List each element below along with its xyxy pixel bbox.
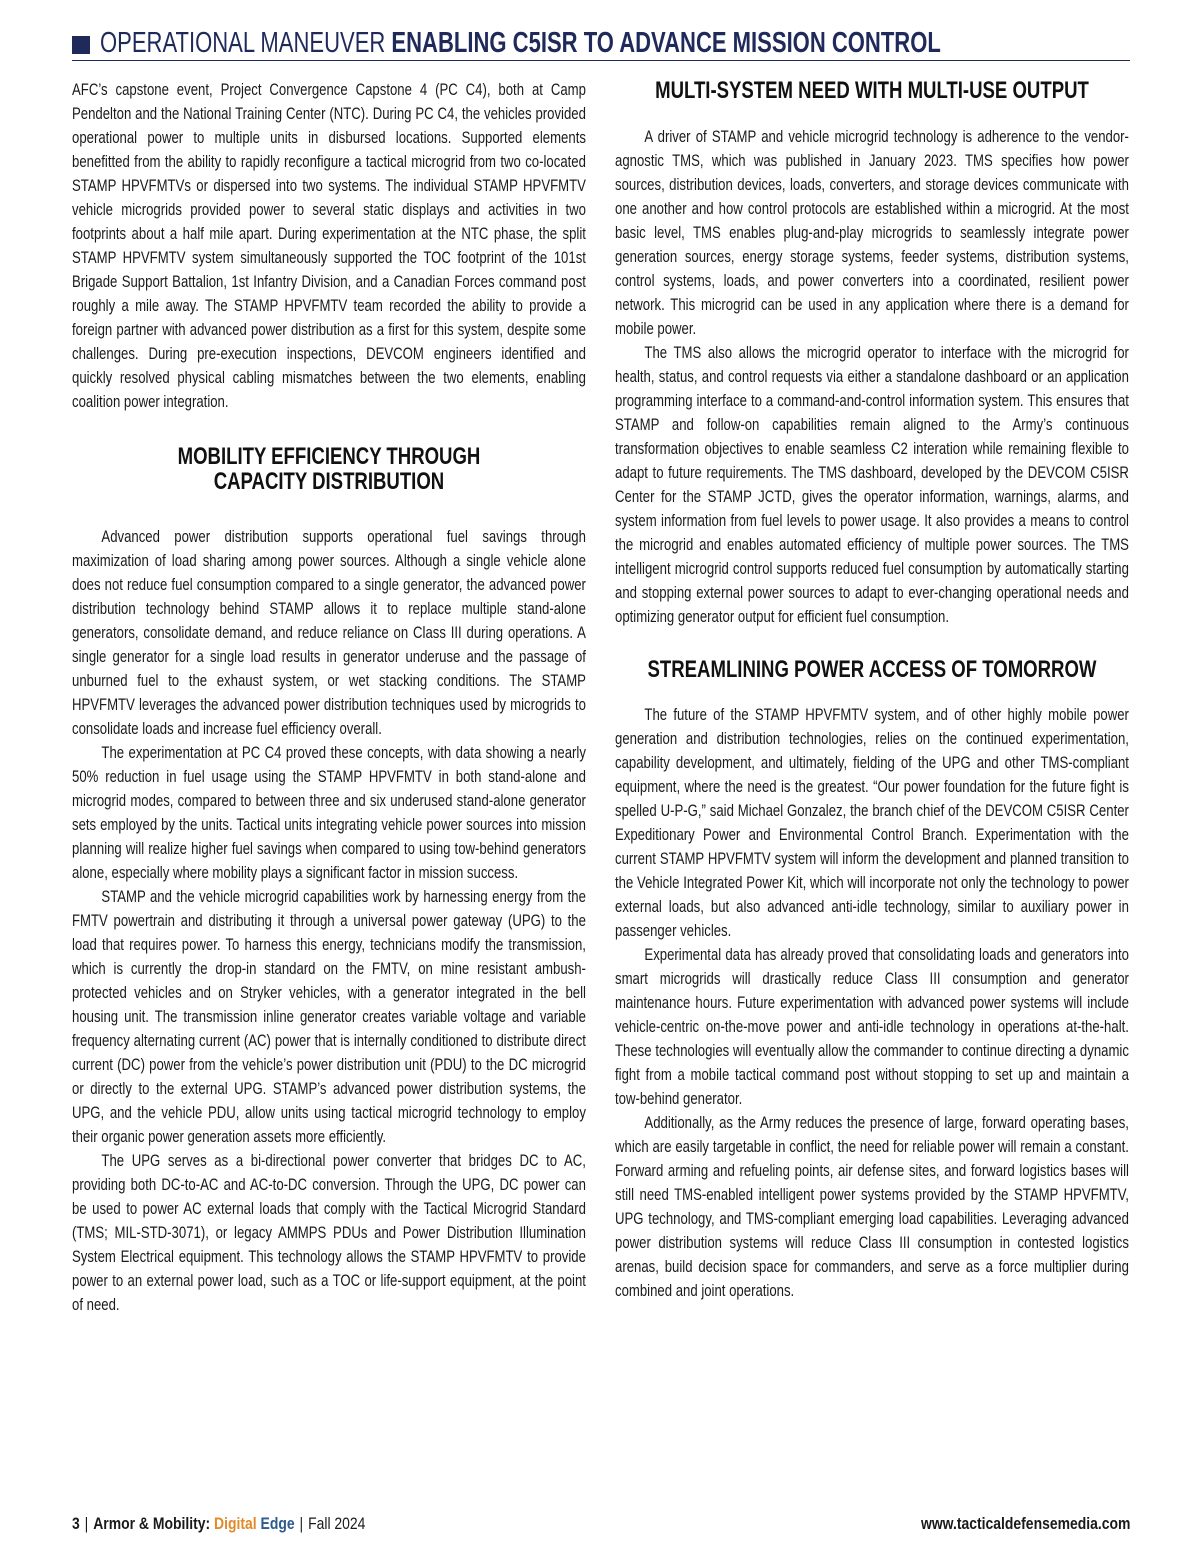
footer-separator-1: | bbox=[84, 1514, 89, 1533]
heading-mobility-line-2: CAPACITY DISTRIBUTION bbox=[213, 468, 445, 495]
left-column bbox=[72, 78, 586, 1317]
right-column bbox=[615, 78, 1129, 1303]
publication-digital: Digital bbox=[214, 1514, 257, 1533]
page-header bbox=[72, 26, 1130, 61]
left-paragraph-4: STAMP and the vehicle microgrid capabilities work by harnessing energy from the FMTV powertrain and distributing it through a universal power gateway (UPG) to the load that requires power. To harness this energy, technicians modify the transmission, which is currently the drop-in standard on the FMTV, on mine resistant ambush-protected vehicles and on Stryker vehicles, with a generator integrated in the bell housing unit. The transmission inline generator creates variable voltage and variable frequency alternating current (AC) power that is internally conditioned to distribute direct current (DC) power from the vehicle’s power distribution unit (PDU) to the DC microgrid or directly to the external UPG. STAMP’s advanced power distribution systems, the UPG, and the vehicle PDU, allow units using tactical microgrid technology to employ their organic power generation assets more efficiently. bbox=[72, 887, 586, 1146]
issue-season: Fall 2024 bbox=[308, 1514, 366, 1533]
website-link[interactable]: www.tacticaldefensemedia.com bbox=[920, 1514, 1130, 1533]
right-paragraph-1: A driver of STAMP and vehicle microgrid technology is adherence to the vendor-agnostic TMS, which was published in January 2023. TMS specifies how power sources, distribution devices, loads, converters, and storage devices communicate with one another and how control protocols are established within a microgrid. At the most basic level, TMS enables plug-and-play microgrids to seamlessly integrate power generation sources, energy storage systems, feeder systems, distribution systems, control systems, loads, and power converters into a coordinated, resilient power network. This microgrid can be used in any application where there is a demand for mobile power. bbox=[615, 127, 1129, 338]
header-section: OPERATIONAL MANEUVER bbox=[100, 26, 386, 59]
heading-mobility-efficiency bbox=[72, 444, 586, 494]
header-title bbox=[100, 27, 941, 60]
left-paragraph-5: The UPG serves as a bi-directional power converter that bridges DC to AC, providing both DC-to-AC and AC-to-DC conversion. Through the UPG, DC power can be used to power AC external loads that comply with the Tactical Microgrid Standard (TMS; MIL-STD-3071), or legacy AMMPS PDUs and Power Distribution Illumination System Electrical equipment. This technology allows the STAMP HPVFMTV to provide power to an external power load, such as a TOC or life-support equipment, at the point of need. bbox=[72, 1151, 586, 1314]
page-footer bbox=[72, 1512, 1130, 1536]
publication-name: Armor & Mobility: bbox=[93, 1514, 211, 1533]
left-paragraph-1: AFC’s capstone event, Project Convergence Capstone 4 (PC C4), both at Camp Pendelton and the National Training Center (NTC). During PC C4, the vehicles provided operational power to multiple units in disbursed locations. Supported elements benefitted from the ability to rapidly reconfigure a tactical microgrid from two co-located STAMP HPVFMTVs or dispersed into two systems. The individual STAMP HPVFMTV vehicle microgrids provided power to several static displays and activities in two footprints about a half mile apart. During experimentation at the NTC phase, the split STAMP HPVFMTV system simultaneously supported the TOC footprint of the 101st Brigade Support Battalion, 1st Infantry Division, and a Canadian Forces command post roughly a mile away. The STAMP HPVFMTV team recorded the ability to provide a foreign partner with advanced power distribution as a first for this system, despite some challenges. During pre-execution inspections, DEVCOM engineers identified and quickly resolved physical cabling mismatches between the two elements, enabling coalition power integration. bbox=[72, 80, 586, 411]
heading-mobility-line-1: MOBILITY EFFICIENCY THROUGH bbox=[177, 443, 481, 470]
left-paragraph-3: The experimentation at PC C4 proved these concepts, with data showing a nearly 50% reduction in fuel usage using the STAMP HPVFMTV in both stand-alone and microgrid modes, compared to between three and six underused stand-alone generator sets employed by the units. Tactical units integrating vehicle power sources into mission planning will realize higher fuel savings when compared to using tow-behind generators alone, especially where mobility plays a significant factor in mission success. bbox=[72, 743, 586, 882]
header-square-icon bbox=[72, 36, 90, 54]
page-number: 3 bbox=[72, 1514, 80, 1533]
left-paragraph-2: Advanced power distribution supports operational fuel savings through maximization of load sharing among power sources. Although a single vehicle alone does not reduce fuel consumption compared to a single generator, the advanced power distribution technology behind STAMP allows it to replace multiple stand-alone generators, consolidate demand, and reduce reliance on Class III during operations. A single generator for a single load results in generator underuse and the passage of unburned fuel to the exhaust system, or wet stacking conditions. The STAMP HPVFMTV leverages the advanced power distribution techniques used by microgrids to consolidate loads and increase fuel efficiency overall. bbox=[72, 527, 586, 738]
right-paragraph-3: The future of the STAMP HPVFMTV system, and of other highly mobile power generation and distribution technologies, relies on the continued experimentation, capability development, and ultimately, fielding of the UPG and other TMS-compliant equipment, where the need is the greatest. “Our power foundation for the future fight is spelled U-P-G,” said Michael Gonzalez, the branch chief of the DEVCOM C5ISR Center Expeditionary Power and Environmental Control Branch. Experimentation with the current STAMP HPVFMTV system will inform the development and planned transition to the Vehicle Integrated Power Kit, which will incorporate not only the technology to power external loads, but also advanced anti-idle technology, similar to auxiliary power in passenger vehicles. bbox=[615, 705, 1129, 940]
footer-publication-info bbox=[72, 1514, 365, 1534]
heading-streamlining: STREAMLINING POWER ACCESS OF TOMORROW bbox=[647, 656, 1097, 683]
right-paragraph-5: Additionally, as the Army reduces the presence of large, forward operating bases, which are easily targetable in conflict, the need for reliable power will remain a constant. Forward arming and refueling points, air defense sites, and forward logistics bases will still need TMS-enabled intelligent power systems provided by the STAMP HPVFMTV, UPG technology, and TMS-compliant emerging load capabilities. Leveraging advanced power distribution systems will reduce Class III consumption in contested logistics arenas, build decision space for commanders, and serve as a force multiplier during combined and joint operations. bbox=[615, 1113, 1129, 1300]
footer-separator-2: | bbox=[299, 1514, 304, 1533]
publication-edge: Edge bbox=[260, 1514, 295, 1533]
right-paragraph-2: The TMS also allows the microgrid operator to interface with the microgrid for health, status, and control requests via either a standalone dashboard or an application programming interface to a command-and-control information system. This ensures that STAMP and follow-on capabilities remain aligned to the Army’s continuous transformation objectives to enable seamless C2 interation while remaining flexible to adapt to future requirements. The TMS dashboard, developed by the DEVCOM C5ISR Center for the STAMP JCTD, gives the operator information, warnings, alarms, and system information from fuel levels to power usage. It also provides a means to control the microgrid and enables automated efficiency of multiple power sources. The TMS intelligent microgrid control supports reduced fuel consumption by automatically starting and stopping external power sources to adapt to ever-changing operational needs and optimizing generator output for efficient fuel consumption. bbox=[615, 343, 1129, 626]
heading-multi-system: MULTI-SYSTEM NEED WITH MULTI-USE OUTPUT bbox=[655, 77, 1089, 104]
right-paragraph-4: Experimental data has already proved that consolidating loads and generators into smart microgrids will drastically reduce Class III consumption and generator maintenance hours. Future experimentation with advanced power systems will include vehicle-centric on-the-move power and anti-idle technology in operations at-the-halt. These technologies will eventually allow the commander to continue directing a dynamic fight from a mobile tactical command post without stopping to set up and maintain a tow-behind generator. bbox=[615, 945, 1129, 1108]
header-article-title: ENABLING C5ISR TO ADVANCE MISSION CONTROL bbox=[391, 26, 941, 59]
